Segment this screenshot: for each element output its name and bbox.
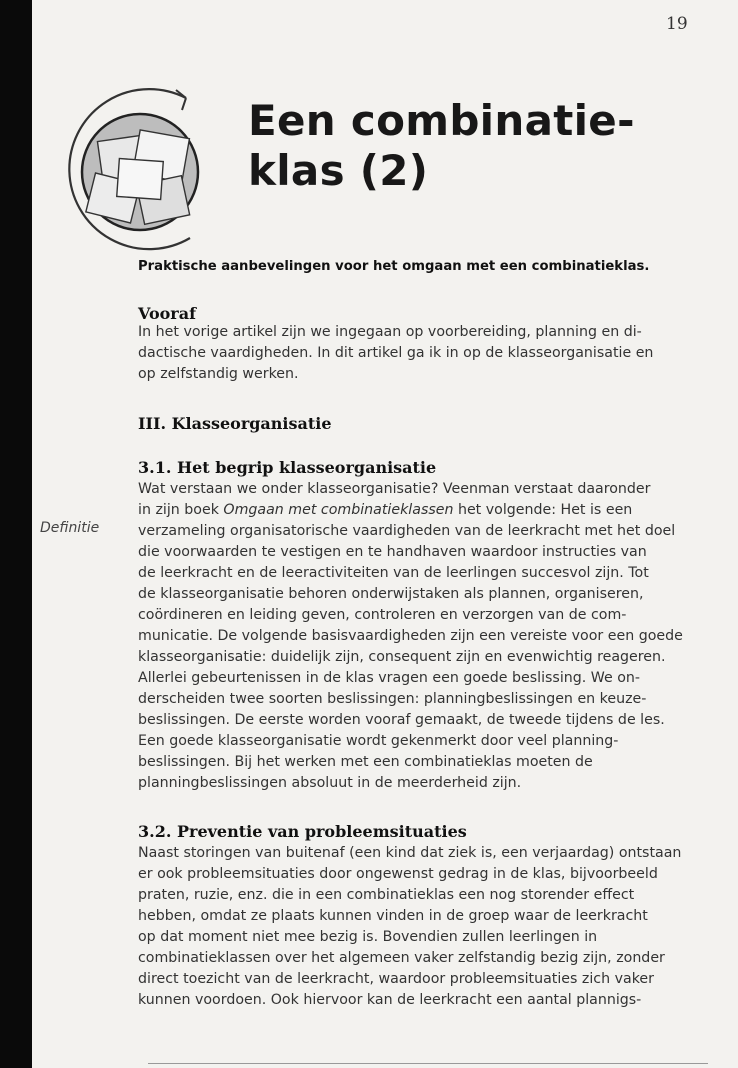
text-line: klasseorganisatie: duidelijk zijn, consequent zijn en evenwichtig reageren.: [138, 649, 666, 665]
text-line: er ook probleemsituaties door ongewenst gedrag in de klas, bijvoorbeeld: [138, 866, 658, 882]
text-fragment: in zijn boek: [138, 502, 224, 518]
text-line: beslissingen. De eerste worden vooraf gemaakt, de tweede tijdens de les.: [138, 712, 665, 728]
text-line: Allerlei gebeurtenissen in de klas vragen een goede beslissing. We on-: [138, 670, 640, 686]
text-line: planningbeslissingen absoluut in de meerderheid zijn.: [138, 775, 522, 791]
heading-section-3: III. Klasseorganisatie: [138, 414, 332, 433]
title-line-2: klas (2): [248, 146, 429, 195]
text-line: beslissingen. Bij het werken met een combinatieklas moeten de: [138, 754, 593, 770]
heading-3-2: 3.2. Preventie van probleemsituaties: [138, 822, 467, 841]
text-line: direct toezicht van de leerkracht, waardoor probleemsituaties zich vaker: [138, 971, 654, 987]
margin-note-definitie: Definitie: [40, 520, 100, 536]
article-title: [248, 96, 635, 196]
text-line: op zelfstandig werken.: [138, 366, 299, 382]
text-line: kunnen voordoen. Ook hiervoor kan de leerkracht een aantal plannigs-: [138, 992, 642, 1008]
text-line: de leerkracht en de leeractiviteiten van de leerlingen succesvol zijn. Tot: [138, 565, 649, 581]
text-line-with-book-title: [138, 500, 690, 521]
text-line: In het vorige artikel zijn we ingegaan op voorbereiding, planning en di-: [138, 324, 642, 340]
text-line: Naast storingen van buitenaf (een kind dat ziek is, een verjaardag) ontstaan: [138, 845, 682, 861]
text-line: Een goede klasseorganisatie wordt gekenmerkt door veel planning-: [138, 733, 619, 749]
text-line: Wat verstaan we onder klasseorganisatie? Veenman verstaat daaronder: [138, 481, 651, 497]
text-line: praten, ruzie, enz. die in een combinatieklas een nog storender effect: [138, 887, 635, 903]
paragraph-vooraf: [138, 322, 690, 385]
heading-vooraf: Vooraf: [138, 304, 196, 323]
heading-3-1: 3.1. Het begrip klasseorganisatie: [138, 458, 437, 477]
title-line-1: Een combinatie-: [248, 96, 635, 145]
text-line: die voorwaarden te vestigen en te handhaven waardoor instructies van: [138, 544, 647, 560]
text-line: coördineren en leiding geven, controleren en verzorgen van de com-: [138, 607, 627, 623]
bottom-rule: [148, 1063, 708, 1064]
text-line: municatie. De volgende basisvaardigheden zijn een vereiste voor een goede: [138, 628, 683, 644]
text-line: dactische vaardigheden. In dit artikel ga ik in op de klasseorganisatie en: [138, 345, 654, 361]
text-fragment: het volgende: Het is een: [453, 502, 633, 518]
book-title: Omgaan met combinatieklassen: [223, 502, 454, 518]
combination-class-logo-icon: [44, 82, 212, 260]
article-subtitle: Praktische aanbevelingen voor het omgaan met een combinatieklas.: [138, 259, 650, 274]
text-line: combinatieklassen over het algemeen vaker zelfstandig bezig zijn, zonder: [138, 950, 665, 966]
text-line: hebben, omdat ze plaats kunnen vinden in de groep waar de leerkracht: [138, 908, 648, 924]
text-line: verzameling organisatorische vaardigheden van de leerkracht met het doel: [138, 523, 676, 539]
page-number: 19: [666, 14, 688, 34]
scan-binding-edge: [0, 0, 32, 1068]
text-line: derscheiden twee soorten beslissingen: planningbeslissingen en keuze-: [138, 691, 647, 707]
text-line: op dat moment niet mee bezig is. Bovendien zullen leerlingen in: [138, 929, 598, 945]
text-line: de klasseorganisatie behoren onderwijstaken als plannen, organiseren,: [138, 586, 644, 602]
paragraph-3-1: [138, 479, 690, 794]
paragraph-3-2: [138, 843, 690, 1011]
